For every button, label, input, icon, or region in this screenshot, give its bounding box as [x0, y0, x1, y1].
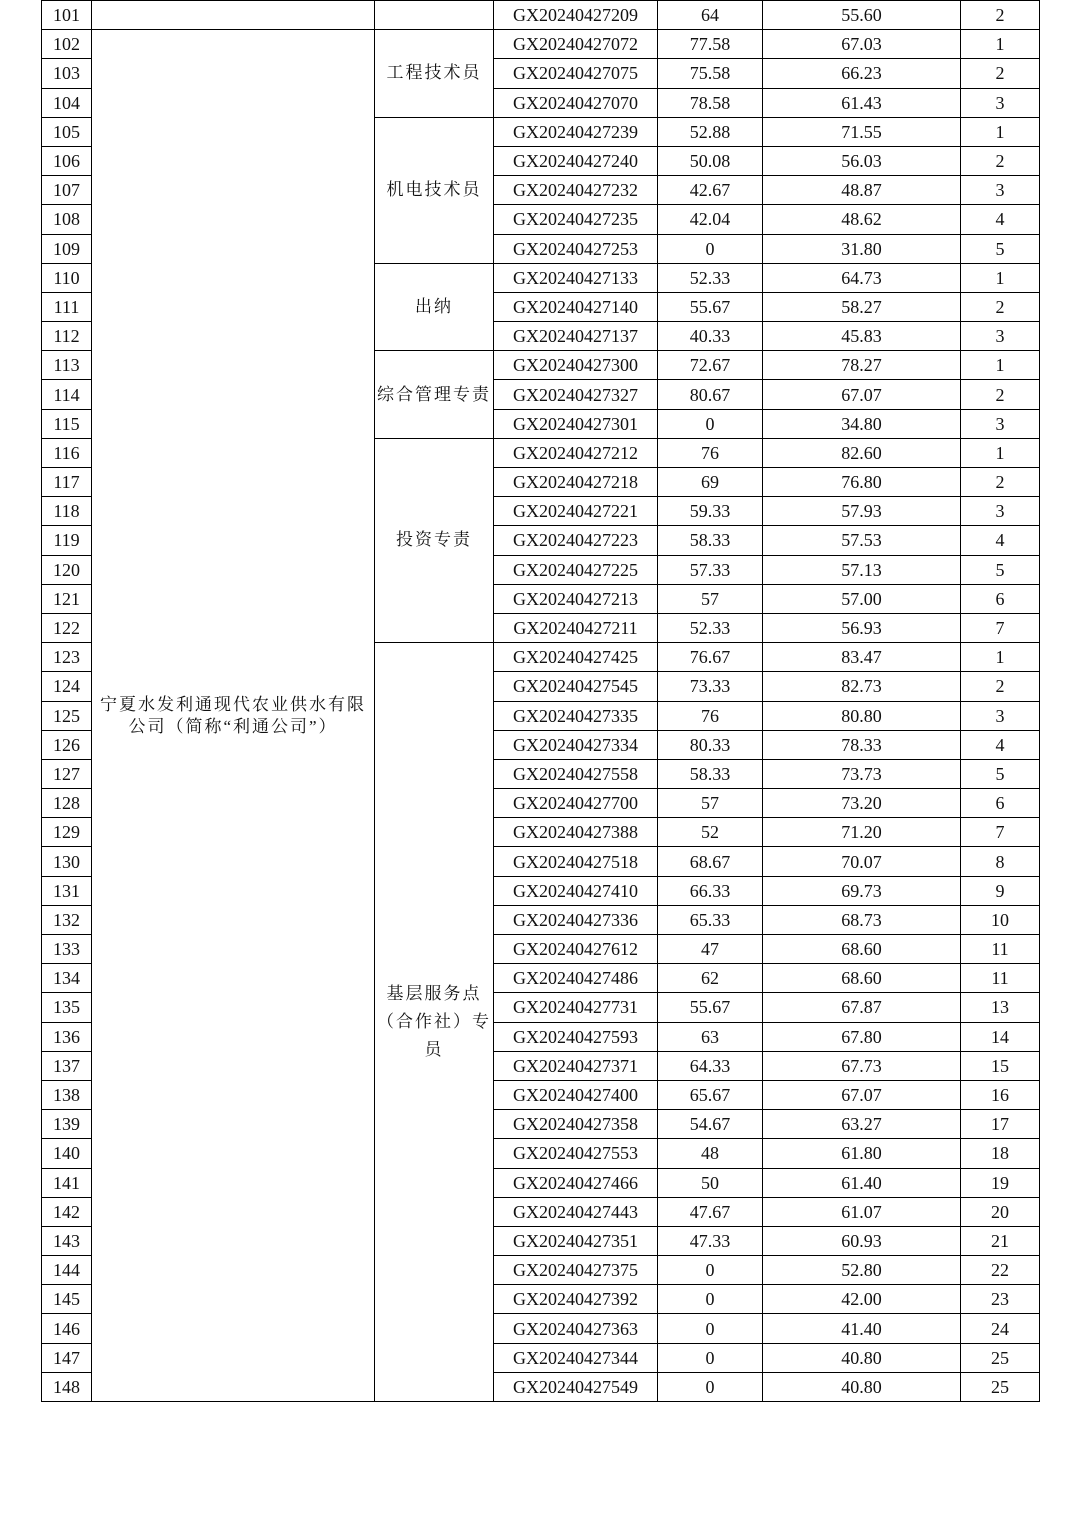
candidate-id-cell: GX20240427612 — [494, 935, 658, 964]
total-score-cell: 61.80 — [763, 1139, 961, 1168]
candidate-id-cell: GX20240427223 — [494, 526, 658, 555]
written-score-cell: 0 — [658, 1256, 763, 1285]
position-cell: 投资专责 — [375, 438, 494, 642]
serial-number-cell: 135 — [42, 993, 92, 1022]
written-score-cell: 0 — [658, 1285, 763, 1314]
candidate-id-cell: GX20240427336 — [494, 905, 658, 934]
written-score-cell: 52.33 — [658, 613, 763, 642]
rank-cell: 1 — [961, 351, 1040, 380]
total-score-cell: 48.87 — [763, 176, 961, 205]
candidate-id-cell: GX20240427335 — [494, 701, 658, 730]
written-score-cell: 59.33 — [658, 497, 763, 526]
written-score-cell: 48 — [658, 1139, 763, 1168]
candidate-id-cell: GX20240427213 — [494, 584, 658, 613]
candidate-id-cell: GX20240427358 — [494, 1110, 658, 1139]
serial-number-cell: 125 — [42, 701, 92, 730]
rank-cell: 25 — [961, 1372, 1040, 1401]
total-score-cell: 56.03 — [763, 146, 961, 175]
rank-cell: 11 — [961, 964, 1040, 993]
candidate-id-cell: GX20240427553 — [494, 1139, 658, 1168]
written-score-cell: 0 — [658, 234, 763, 263]
candidate-id-cell: GX20240427486 — [494, 964, 658, 993]
serial-number-cell: 136 — [42, 1022, 92, 1051]
rank-cell: 9 — [961, 876, 1040, 905]
written-score-cell: 57 — [658, 584, 763, 613]
candidate-id-cell: GX20240427239 — [494, 117, 658, 146]
table-row — [42, 30, 1040, 59]
serial-number-cell: 143 — [42, 1226, 92, 1255]
serial-number-cell: 105 — [42, 117, 92, 146]
position-cell: 综合管理专责 — [375, 351, 494, 439]
rank-cell: 2 — [961, 146, 1040, 175]
rank-cell: 3 — [961, 176, 1040, 205]
rank-cell: 2 — [961, 1, 1040, 30]
total-score-cell: 63.27 — [763, 1110, 961, 1139]
rank-cell: 20 — [961, 1197, 1040, 1226]
rank-cell: 2 — [961, 380, 1040, 409]
serial-number-cell: 114 — [42, 380, 92, 409]
total-score-cell: 82.73 — [763, 672, 961, 701]
rank-cell: 5 — [961, 234, 1040, 263]
candidate-id-cell: GX20240427070 — [494, 88, 658, 117]
rank-cell: 2 — [961, 292, 1040, 321]
rank-cell: 2 — [961, 59, 1040, 88]
total-score-cell: 67.80 — [763, 1022, 961, 1051]
written-score-cell: 63 — [658, 1022, 763, 1051]
candidate-id-cell: GX20240427392 — [494, 1285, 658, 1314]
candidate-id-cell: GX20240427344 — [494, 1343, 658, 1372]
candidate-id-cell: GX20240427518 — [494, 847, 658, 876]
candidate-id-cell: GX20240427545 — [494, 672, 658, 701]
total-score-cell: 60.93 — [763, 1226, 961, 1255]
written-score-cell: 42.04 — [658, 205, 763, 234]
rank-cell: 3 — [961, 409, 1040, 438]
serial-number-cell: 122 — [42, 613, 92, 642]
serial-number-cell: 132 — [42, 905, 92, 934]
candidate-id-cell: GX20240427075 — [494, 59, 658, 88]
candidate-id-cell: GX20240427375 — [494, 1256, 658, 1285]
rank-cell: 4 — [961, 730, 1040, 759]
total-score-cell: 67.87 — [763, 993, 961, 1022]
serial-number-cell: 101 — [42, 1, 92, 30]
serial-number-cell: 108 — [42, 205, 92, 234]
position-cell: 机电技术员 — [375, 117, 494, 263]
candidate-id-cell: GX20240427410 — [494, 876, 658, 905]
rank-cell: 8 — [961, 847, 1040, 876]
candidate-id-cell: GX20240427072 — [494, 30, 658, 59]
total-score-cell: 31.80 — [763, 234, 961, 263]
candidate-id-cell: GX20240427351 — [494, 1226, 658, 1255]
rank-cell: 5 — [961, 759, 1040, 788]
serial-number-cell: 111 — [42, 292, 92, 321]
total-score-cell: 56.93 — [763, 613, 961, 642]
written-score-cell: 65.33 — [658, 905, 763, 934]
total-score-cell: 68.73 — [763, 905, 961, 934]
written-score-cell: 47.67 — [658, 1197, 763, 1226]
candidate-id-cell: GX20240427300 — [494, 351, 658, 380]
serial-number-cell: 126 — [42, 730, 92, 759]
serial-number-cell: 120 — [42, 555, 92, 584]
rank-cell: 14 — [961, 1022, 1040, 1051]
written-score-cell: 57.33 — [658, 555, 763, 584]
total-score-cell: 40.80 — [763, 1372, 961, 1401]
serial-number-cell: 115 — [42, 409, 92, 438]
written-score-cell: 55.67 — [658, 993, 763, 1022]
total-score-cell: 58.27 — [763, 292, 961, 321]
total-score-cell: 78.33 — [763, 730, 961, 759]
serial-number-cell: 137 — [42, 1051, 92, 1080]
serial-number-cell: 144 — [42, 1256, 92, 1285]
candidate-id-cell: GX20240427253 — [494, 234, 658, 263]
rank-cell: 18 — [961, 1139, 1040, 1168]
written-score-cell: 78.58 — [658, 88, 763, 117]
serial-number-cell: 142 — [42, 1197, 92, 1226]
serial-number-cell: 140 — [42, 1139, 92, 1168]
written-score-cell: 0 — [658, 1343, 763, 1372]
candidate-id-cell: GX20240427731 — [494, 993, 658, 1022]
written-score-cell: 47 — [658, 935, 763, 964]
serial-number-cell: 113 — [42, 351, 92, 380]
serial-number-cell: 133 — [42, 935, 92, 964]
written-score-cell: 58.33 — [658, 526, 763, 555]
serial-number-cell: 148 — [42, 1372, 92, 1401]
written-score-cell: 55.67 — [658, 292, 763, 321]
rank-cell: 1 — [961, 30, 1040, 59]
total-score-cell: 61.40 — [763, 1168, 961, 1197]
written-score-cell: 76.67 — [658, 643, 763, 672]
rank-cell: 23 — [961, 1285, 1040, 1314]
rank-cell: 15 — [961, 1051, 1040, 1080]
rank-cell: 11 — [961, 935, 1040, 964]
candidate-id-cell: GX20240427212 — [494, 438, 658, 467]
written-score-cell: 0 — [658, 1314, 763, 1343]
written-score-cell: 62 — [658, 964, 763, 993]
candidate-id-cell: GX20240427140 — [494, 292, 658, 321]
total-score-cell: 76.80 — [763, 468, 961, 497]
rank-cell: 2 — [961, 672, 1040, 701]
rank-cell: 7 — [961, 613, 1040, 642]
candidate-id-cell: GX20240427221 — [494, 497, 658, 526]
written-score-cell: 72.67 — [658, 351, 763, 380]
total-score-cell: 42.00 — [763, 1285, 961, 1314]
serial-number-cell: 127 — [42, 759, 92, 788]
written-score-cell: 65.67 — [658, 1080, 763, 1109]
serial-number-cell: 109 — [42, 234, 92, 263]
total-score-cell: 67.03 — [763, 30, 961, 59]
total-score-cell: 61.43 — [763, 88, 961, 117]
rank-cell: 6 — [961, 789, 1040, 818]
written-score-cell: 0 — [658, 1372, 763, 1401]
candidate-id-cell: GX20240427232 — [494, 176, 658, 205]
serial-number-cell: 129 — [42, 818, 92, 847]
candidate-id-cell: GX20240427425 — [494, 643, 658, 672]
candidate-id-cell: GX20240427133 — [494, 263, 658, 292]
total-score-cell: 67.07 — [763, 1080, 961, 1109]
rank-cell: 5 — [961, 555, 1040, 584]
written-score-cell: 75.58 — [658, 59, 763, 88]
rank-cell: 2 — [961, 468, 1040, 497]
written-score-cell: 0 — [658, 409, 763, 438]
rank-cell: 10 — [961, 905, 1040, 934]
written-score-cell: 58.33 — [658, 759, 763, 788]
written-score-cell: 76 — [658, 701, 763, 730]
written-score-cell: 68.67 — [658, 847, 763, 876]
written-score-cell: 52.33 — [658, 263, 763, 292]
written-score-cell: 52 — [658, 818, 763, 847]
total-score-cell: 73.20 — [763, 789, 961, 818]
total-score-cell: 82.60 — [763, 438, 961, 467]
rank-cell: 24 — [961, 1314, 1040, 1343]
total-score-cell: 73.73 — [763, 759, 961, 788]
total-score-cell: 40.80 — [763, 1343, 961, 1372]
candidate-id-cell: GX20240427240 — [494, 146, 658, 175]
rank-cell: 1 — [961, 438, 1040, 467]
rank-cell: 22 — [961, 1256, 1040, 1285]
position-cell: 基层服务点（合作社）专员 — [375, 643, 494, 1402]
rank-cell: 7 — [961, 818, 1040, 847]
total-score-cell: 52.80 — [763, 1256, 961, 1285]
total-score-cell: 57.93 — [763, 497, 961, 526]
company-name-cell: 宁夏水发利通现代农业供水有限公司（简称“利通公司”） — [92, 30, 375, 1402]
serial-number-cell: 130 — [42, 847, 92, 876]
candidate-id-cell: GX20240427700 — [494, 789, 658, 818]
written-score-cell: 77.58 — [658, 30, 763, 59]
serial-number-cell: 139 — [42, 1110, 92, 1139]
serial-number-cell: 102 — [42, 30, 92, 59]
total-score-cell: 80.80 — [763, 701, 961, 730]
position-cell: 出纳 — [375, 263, 494, 351]
written-score-cell: 66.33 — [658, 876, 763, 905]
serial-number-cell: 141 — [42, 1168, 92, 1197]
total-score-cell: 57.13 — [763, 555, 961, 584]
rank-cell: 17 — [961, 1110, 1040, 1139]
rank-cell: 4 — [961, 205, 1040, 234]
total-score-cell: 67.07 — [763, 380, 961, 409]
serial-number-cell: 112 — [42, 322, 92, 351]
written-score-cell: 64 — [658, 1, 763, 30]
rank-cell: 3 — [961, 701, 1040, 730]
serial-number-cell: 123 — [42, 643, 92, 672]
serial-number-cell: 124 — [42, 672, 92, 701]
total-score-cell: 71.55 — [763, 117, 961, 146]
total-score-cell: 68.60 — [763, 964, 961, 993]
written-score-cell: 50.08 — [658, 146, 763, 175]
rank-cell: 3 — [961, 497, 1040, 526]
serial-number-cell: 147 — [42, 1343, 92, 1372]
total-score-cell: 64.73 — [763, 263, 961, 292]
candidate-id-cell: GX20240427593 — [494, 1022, 658, 1051]
serial-number-cell: 121 — [42, 584, 92, 613]
total-score-cell: 41.40 — [763, 1314, 961, 1343]
rank-cell: 13 — [961, 993, 1040, 1022]
candidate-id-cell: GX20240427301 — [494, 409, 658, 438]
rank-cell: 16 — [961, 1080, 1040, 1109]
serial-number-cell: 116 — [42, 438, 92, 467]
score-table — [41, 0, 1040, 1402]
written-score-cell: 64.33 — [658, 1051, 763, 1080]
serial-number-cell: 106 — [42, 146, 92, 175]
position-cell: 工程技术员 — [375, 30, 494, 118]
candidate-id-cell: GX20240427443 — [494, 1197, 658, 1226]
written-score-cell: 40.33 — [658, 322, 763, 351]
candidate-id-cell: GX20240427549 — [494, 1372, 658, 1401]
company-cell-empty — [92, 1, 375, 30]
position-cell — [375, 1, 494, 30]
candidate-id-cell: GX20240427209 — [494, 1, 658, 30]
table-row — [42, 1, 1040, 30]
written-score-cell: 76 — [658, 438, 763, 467]
total-score-cell: 67.73 — [763, 1051, 961, 1080]
candidate-id-cell: GX20240427334 — [494, 730, 658, 759]
serial-number-cell: 138 — [42, 1080, 92, 1109]
written-score-cell: 80.33 — [658, 730, 763, 759]
rank-cell: 1 — [961, 263, 1040, 292]
total-score-cell: 45.83 — [763, 322, 961, 351]
total-score-cell: 69.73 — [763, 876, 961, 905]
serial-number-cell: 118 — [42, 497, 92, 526]
serial-number-cell: 117 — [42, 468, 92, 497]
total-score-cell: 71.20 — [763, 818, 961, 847]
rank-cell: 6 — [961, 584, 1040, 613]
written-score-cell: 80.67 — [658, 380, 763, 409]
total-score-cell: 83.47 — [763, 643, 961, 672]
serial-number-cell: 146 — [42, 1314, 92, 1343]
rank-cell: 4 — [961, 526, 1040, 555]
written-score-cell: 52.88 — [658, 117, 763, 146]
written-score-cell: 57 — [658, 789, 763, 818]
candidate-id-cell: GX20240427371 — [494, 1051, 658, 1080]
total-score-cell: 57.00 — [763, 584, 961, 613]
serial-number-cell: 119 — [42, 526, 92, 555]
rank-cell: 1 — [961, 117, 1040, 146]
written-score-cell: 73.33 — [658, 672, 763, 701]
serial-number-cell: 145 — [42, 1285, 92, 1314]
total-score-cell: 78.27 — [763, 351, 961, 380]
candidate-id-cell: GX20240427235 — [494, 205, 658, 234]
rank-cell: 19 — [961, 1168, 1040, 1197]
total-score-cell: 66.23 — [763, 59, 961, 88]
candidate-id-cell: GX20240427466 — [494, 1168, 658, 1197]
serial-number-cell: 134 — [42, 964, 92, 993]
candidate-id-cell: GX20240427225 — [494, 555, 658, 584]
rank-cell: 3 — [961, 88, 1040, 117]
serial-number-cell: 131 — [42, 876, 92, 905]
candidate-id-cell: GX20240427400 — [494, 1080, 658, 1109]
candidate-id-cell: GX20240427363 — [494, 1314, 658, 1343]
candidate-id-cell: GX20240427558 — [494, 759, 658, 788]
total-score-cell: 48.62 — [763, 205, 961, 234]
total-score-cell: 70.07 — [763, 847, 961, 876]
written-score-cell: 54.67 — [658, 1110, 763, 1139]
candidate-id-cell: GX20240427327 — [494, 380, 658, 409]
rank-cell: 1 — [961, 643, 1040, 672]
rank-cell: 21 — [961, 1226, 1040, 1255]
serial-number-cell: 128 — [42, 789, 92, 818]
total-score-cell: 55.60 — [763, 1, 961, 30]
written-score-cell: 47.33 — [658, 1226, 763, 1255]
serial-number-cell: 110 — [42, 263, 92, 292]
serial-number-cell: 103 — [42, 59, 92, 88]
rank-cell: 25 — [961, 1343, 1040, 1372]
candidate-id-cell: GX20240427211 — [494, 613, 658, 642]
written-score-cell: 50 — [658, 1168, 763, 1197]
candidate-id-cell: GX20240427388 — [494, 818, 658, 847]
total-score-cell: 61.07 — [763, 1197, 961, 1226]
total-score-cell: 68.60 — [763, 935, 961, 964]
written-score-cell: 69 — [658, 468, 763, 497]
serial-number-cell: 104 — [42, 88, 92, 117]
candidate-id-cell: GX20240427137 — [494, 322, 658, 351]
total-score-cell: 57.53 — [763, 526, 961, 555]
written-score-cell: 42.67 — [658, 176, 763, 205]
rank-cell: 3 — [961, 322, 1040, 351]
total-score-cell: 34.80 — [763, 409, 961, 438]
serial-number-cell: 107 — [42, 176, 92, 205]
candidate-id-cell: GX20240427218 — [494, 468, 658, 497]
